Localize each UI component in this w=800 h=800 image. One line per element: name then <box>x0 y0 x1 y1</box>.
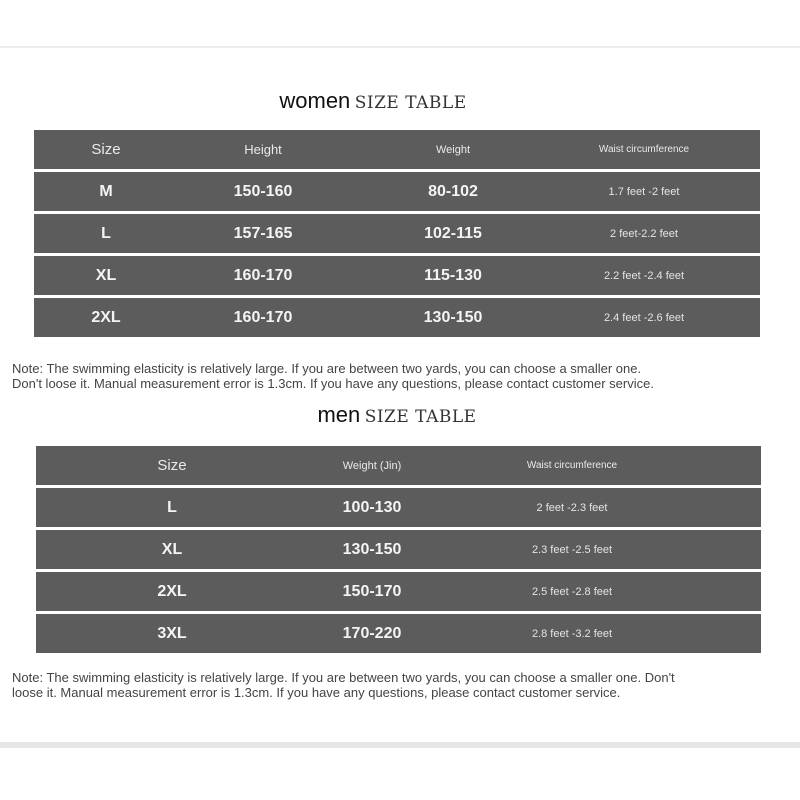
note-line: loose it. Manual measurement error is 1.3cm. If you have any questions, please contact customer service. <box>12 685 621 700</box>
weight-cell: 100-130 <box>342 498 402 516</box>
waist-cell: 2.5 feet -2.8 feet <box>531 585 613 598</box>
note-line: Note: The swimming elasticity is relatively large. If you are between two yards, you can choose a smaller one. Don't <box>12 670 675 685</box>
table-row <box>34 298 760 337</box>
size-cell: L <box>101 224 111 242</box>
women-title-main: women <box>279 88 351 113</box>
weight-cell: 115-130 <box>424 266 482 284</box>
table-row <box>36 488 761 527</box>
header-size: Size <box>157 457 187 474</box>
header-size: Size <box>91 141 121 158</box>
header-waist: Waist circumference <box>526 460 618 471</box>
table-row <box>34 214 760 253</box>
men-size-table <box>36 446 761 656</box>
women-size-table <box>34 130 760 340</box>
table-row <box>34 172 760 211</box>
women-note <box>12 361 792 391</box>
weight-cell: 170-220 <box>342 624 402 642</box>
table-header-row <box>34 130 760 169</box>
header-weight: Weight <box>435 143 471 156</box>
waist-cell: 2.4 feet -2.6 feet <box>603 311 685 324</box>
waist-cell: 2 feet-2.2 feet <box>610 227 678 240</box>
size-cell: 2XL <box>91 308 121 326</box>
header-waist: Waist circumference <box>598 144 690 155</box>
men-title-main: men <box>317 402 361 427</box>
women-title-sub: SIZE TABLE <box>354 93 467 113</box>
weight-cell: 130-150 <box>423 308 483 326</box>
waist-cell: 2.2 feet -2.4 feet <box>603 269 685 282</box>
header-height: Height <box>244 142 282 157</box>
size-cell: M <box>99 182 113 200</box>
bottom-divider <box>0 742 800 748</box>
table-row <box>36 572 761 611</box>
header-weight: Weight (Jin) <box>342 459 402 472</box>
top-divider <box>0 46 800 48</box>
waist-cell: 2.3 feet -2.5 feet <box>531 543 613 556</box>
note-line: Note: The swimming elasticity is relatively large. If you are between two yards, you can choose a smaller one. <box>12 361 642 376</box>
size-cell: 3XL <box>157 624 187 642</box>
men-title-sub: SIZE TABLE <box>364 407 477 427</box>
weight-cell: 150-170 <box>342 582 402 600</box>
height-cell: 157-165 <box>233 224 293 242</box>
size-cell: XL <box>95 266 117 284</box>
note-line: Don't loose it. Manual measurement error is 1.3cm. If you have any questions, please contact customer service. <box>12 376 654 391</box>
waist-cell: 1.7 feet -2 feet <box>608 185 680 198</box>
weight-cell: 130-150 <box>342 540 402 558</box>
women-size-table-title <box>0 88 773 114</box>
weight-cell: 102-115 <box>424 224 482 242</box>
height-cell: 150-160 <box>233 182 293 200</box>
height-cell: 160-170 <box>233 308 293 326</box>
men-note <box>12 670 792 700</box>
height-cell: 160-170 <box>233 266 293 284</box>
size-cell: XL <box>161 540 183 558</box>
size-cell: L <box>167 498 177 516</box>
size-cell: 2XL <box>157 582 187 600</box>
table-row <box>36 530 761 569</box>
weight-cell: 80-102 <box>428 182 478 200</box>
table-header-row <box>36 446 761 485</box>
waist-cell: 2.8 feet -3.2 feet <box>531 627 613 640</box>
table-row <box>34 256 760 295</box>
table-row <box>36 614 761 653</box>
men-size-table-title <box>0 402 797 428</box>
waist-cell: 2 feet -2.3 feet <box>536 501 608 514</box>
